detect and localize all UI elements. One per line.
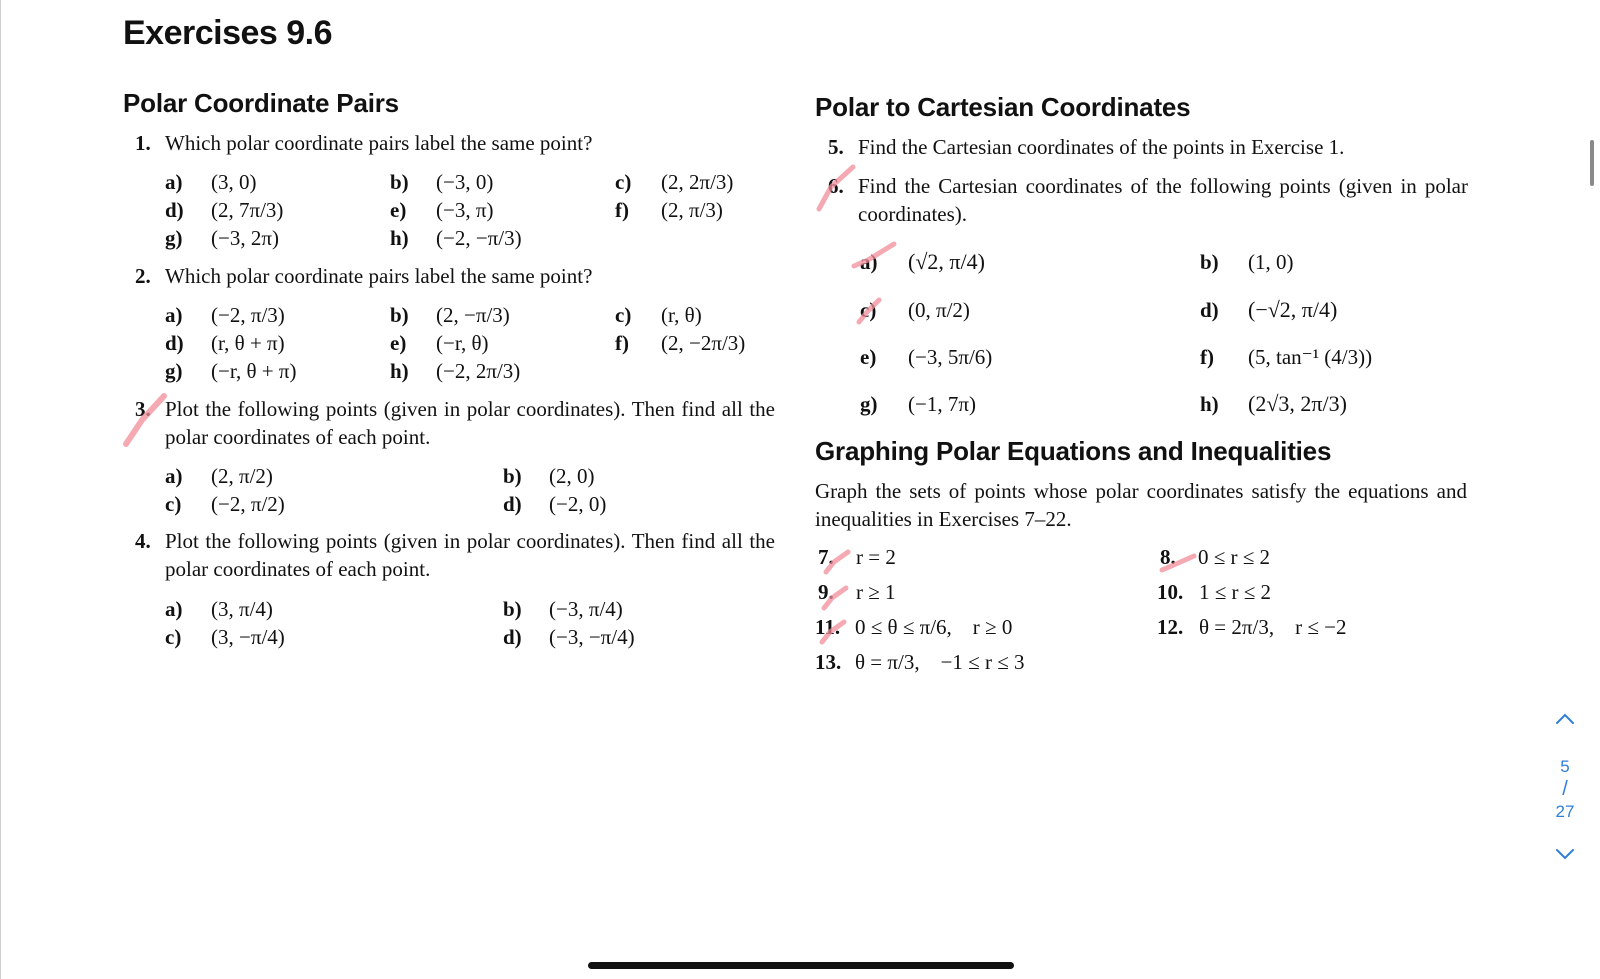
item-expression: θ = 2π/3, r ≤ −2 xyxy=(1199,615,1347,639)
item-number: 12. xyxy=(1157,615,1184,639)
item-label: g) xyxy=(860,392,878,416)
item-value: (2, π/2) xyxy=(211,464,273,488)
exercise-number: 1. xyxy=(135,131,151,155)
graphing-intro: Graph the sets of points whose polar coordinates satisfy the equations and inequalities in Exercises 7–22. xyxy=(815,479,1467,531)
item-label: d) xyxy=(165,331,184,355)
item-label: d) xyxy=(1200,298,1219,322)
item-label: g) xyxy=(165,226,183,250)
exercise-2 xyxy=(135,262,775,290)
item-value: (−2, π/3) xyxy=(211,303,285,327)
item-label: b) xyxy=(503,464,522,488)
item-label: c) xyxy=(165,492,182,516)
item-value: (−3, π/4) xyxy=(549,597,623,621)
item-value: (−2, −π/3) xyxy=(436,226,522,250)
item-label: a) xyxy=(165,170,183,194)
item-value: (2, 2π/3) xyxy=(661,170,734,194)
item-value: (2, 0) xyxy=(549,464,595,488)
page-title: Exercises 9.6 xyxy=(123,14,333,52)
item-label: h) xyxy=(1200,392,1219,416)
item-number: 7. xyxy=(818,545,834,569)
item-expression: r ≥ 1 xyxy=(856,580,896,604)
item-number: 13. xyxy=(815,650,842,674)
current-page-number: 5 xyxy=(1560,757,1570,776)
item-value: (2, 7π/3) xyxy=(211,198,284,222)
item-label: g) xyxy=(165,359,183,383)
item-expression: 1 ≤ r ≤ 2 xyxy=(1199,580,1272,604)
item-value: (0, π/2) xyxy=(908,298,970,322)
exercise-number: 2. xyxy=(135,264,151,288)
item-label: h) xyxy=(390,226,409,250)
page-edge xyxy=(0,0,1,979)
item-value: (−3, 2π) xyxy=(211,226,279,250)
item-value: (−1, 7π) xyxy=(908,392,976,416)
home-indicator[interactable] xyxy=(588,962,1014,969)
item-label: c) xyxy=(165,625,182,649)
exercise-5 xyxy=(828,133,1468,161)
exercise-1 xyxy=(135,129,775,157)
item-value: (1, 0) xyxy=(1248,250,1294,274)
item-expression: r = 2 xyxy=(856,545,896,569)
item-label: c) xyxy=(615,170,632,194)
exercise-text: Find the Cartesian coordinates of the points in Exercise 1. xyxy=(858,135,1345,159)
item-value: (3, 0) xyxy=(211,170,257,194)
total-page-count: 27 xyxy=(1555,802,1575,821)
item-value: (−r, θ) xyxy=(436,331,489,355)
item-value: (2, −π/3) xyxy=(436,303,510,327)
item-label: c) xyxy=(615,303,632,327)
scroll-indicator[interactable] xyxy=(1590,140,1594,186)
item-label: e) xyxy=(860,345,877,369)
chevron-up-icon xyxy=(1552,708,1578,730)
exercise-3 xyxy=(135,395,775,451)
exercise-text: Which polar coordinate pairs label the same point? xyxy=(165,131,593,155)
item-value: (3, π/4) xyxy=(211,597,273,621)
item-value: (−2, π/2) xyxy=(211,492,285,516)
item-label: b) xyxy=(1200,250,1219,274)
item-value: (r, θ + π) xyxy=(211,331,285,355)
item-label: d) xyxy=(503,625,522,649)
exercise-text: Plot the following points (given in polar coordinates). Then find all the polar coordinates of each point. xyxy=(165,397,775,449)
item-label: a) xyxy=(860,250,878,274)
item-label: b) xyxy=(503,597,522,621)
item-expression: 0 ≤ r ≤ 2 xyxy=(1198,545,1271,569)
item-label: a) xyxy=(165,597,183,621)
item-value: (−2, 0) xyxy=(549,492,607,516)
item-value: (−2, 2π/3) xyxy=(436,359,521,383)
exercise-text: Plot the following points (given in polar coordinates). Then find all the polar coordinates of each point. xyxy=(165,529,775,581)
item-value: (2, −2π/3) xyxy=(661,331,746,355)
item-expression: 0 ≤ θ ≤ π/6, r ≥ 0 xyxy=(855,615,1013,639)
item-value: (−3, 0) xyxy=(436,170,494,194)
item-label: e) xyxy=(390,198,407,222)
exercise-text: Which polar coordinate pairs label the same point? xyxy=(165,264,593,288)
item-label: f) xyxy=(615,198,629,222)
exercise-text: Find the Cartesian coordinates of the following points (given in polar coordinates). xyxy=(858,174,1468,226)
item-label: c) xyxy=(860,298,877,322)
item-number: 8. xyxy=(1160,545,1176,569)
item-value: (r, θ) xyxy=(661,303,702,327)
item-value: (−3, 5π/6) xyxy=(908,345,993,369)
item-value: (−r, θ + π) xyxy=(211,359,297,383)
item-number: 9. xyxy=(818,580,834,604)
item-label: h) xyxy=(390,359,409,383)
section-heading-graphing: Graphing Polar Equations and Inequalities xyxy=(815,436,1332,466)
item-label: a) xyxy=(165,303,183,327)
item-value: (5, tan⁻¹ (4/3)) xyxy=(1248,345,1373,369)
section-heading-polar-to-cartesian: Polar to Cartesian Coordinates xyxy=(815,92,1191,122)
item-number: 11. xyxy=(815,615,841,639)
item-label: b) xyxy=(390,170,409,194)
item-label: d) xyxy=(165,198,184,222)
exercise-number: 4. xyxy=(135,529,151,553)
exercise-number: 3. xyxy=(135,397,151,421)
item-label: a) xyxy=(165,464,183,488)
next-page-button[interactable] xyxy=(1552,843,1578,865)
item-value: (−3, −π/4) xyxy=(549,625,635,649)
chevron-down-icon xyxy=(1552,843,1578,865)
item-value: (2√3, 2π/3) xyxy=(1248,391,1347,416)
item-value: (2, π/3) xyxy=(661,198,723,222)
exercise-4 xyxy=(135,527,775,583)
previous-page-button[interactable] xyxy=(1552,708,1578,730)
item-label: b) xyxy=(390,303,409,327)
item-label: f) xyxy=(615,331,629,355)
item-number: 10. xyxy=(1157,580,1184,604)
item-value: (3, −π/4) xyxy=(211,625,285,649)
item-value: (−√2, π/4) xyxy=(1248,297,1338,322)
item-value: (−3, π) xyxy=(436,198,494,222)
item-label: f) xyxy=(1200,345,1214,369)
item-label: e) xyxy=(390,331,407,355)
exercise-number: 6. xyxy=(828,174,844,198)
item-value: (√2, π/4) xyxy=(908,249,985,274)
exercise-6 xyxy=(828,172,1468,228)
exercise-number: 5. xyxy=(828,135,844,159)
item-expression: θ = π/3, −1 ≤ r ≤ 3 xyxy=(855,650,1025,674)
page-separator: / xyxy=(1562,778,1568,800)
item-label: d) xyxy=(503,492,522,516)
section-heading-polar-pairs: Polar Coordinate Pairs xyxy=(123,88,399,118)
